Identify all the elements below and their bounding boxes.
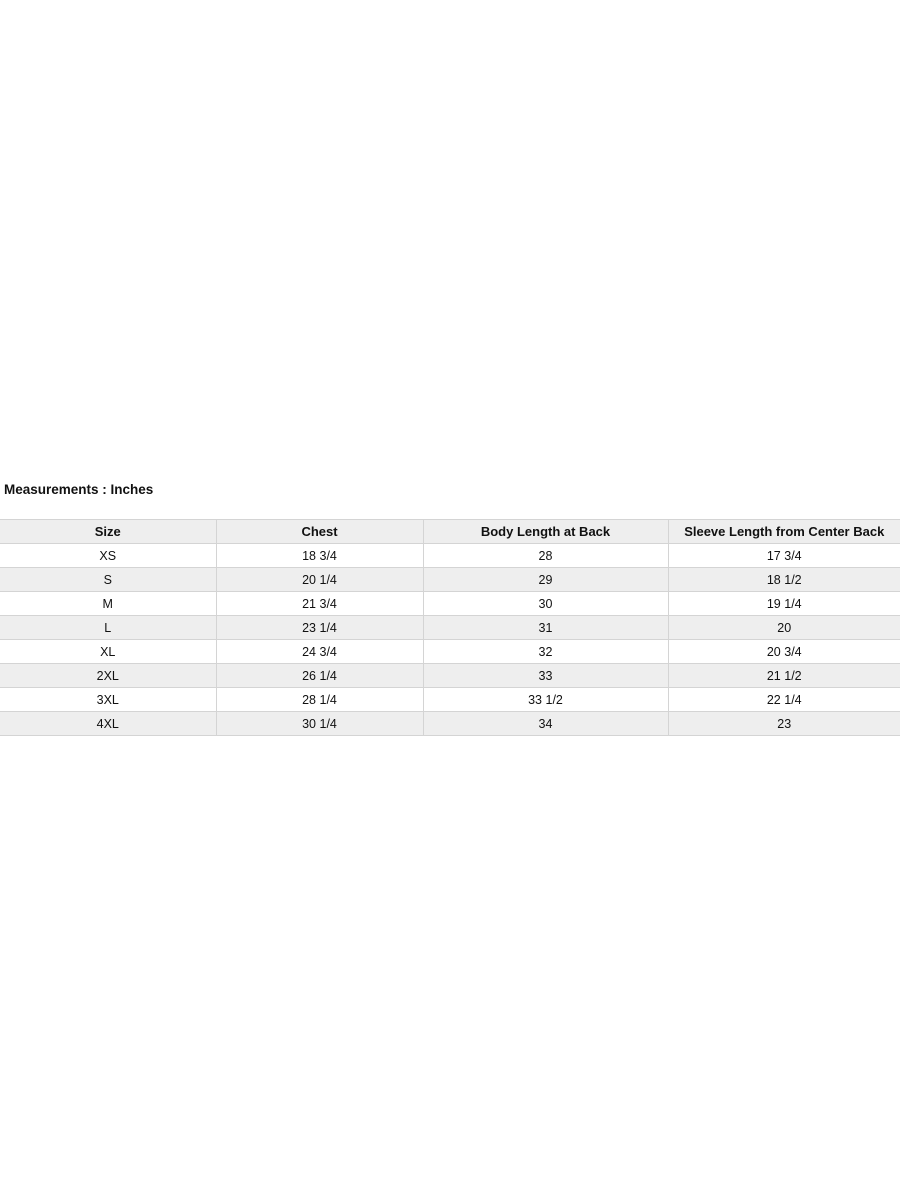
- cell-chest: 21 3/4: [216, 592, 423, 616]
- table-row: [0, 712, 900, 736]
- cell-size: 4XL: [0, 712, 216, 736]
- cell-body-length: 30: [423, 592, 668, 616]
- cell-chest: 20 1/4: [216, 568, 423, 592]
- cell-body-length: 33 1/2: [423, 688, 668, 712]
- size-chart-table: [0, 519, 900, 736]
- table-row: [0, 544, 900, 568]
- table-row: [0, 568, 900, 592]
- cell-size: S: [0, 568, 216, 592]
- header-chest: Chest: [216, 520, 423, 544]
- table-row: [0, 664, 900, 688]
- cell-chest: 26 1/4: [216, 664, 423, 688]
- table-row: [0, 592, 900, 616]
- cell-body-length: 28: [423, 544, 668, 568]
- cell-body-length: 31: [423, 616, 668, 640]
- header-size: Size: [0, 520, 216, 544]
- cell-size: M: [0, 592, 216, 616]
- cell-chest: 28 1/4: [216, 688, 423, 712]
- cell-sleeve-length: 22 1/4: [668, 688, 900, 712]
- cell-body-length: 29: [423, 568, 668, 592]
- cell-sleeve-length: 18 1/2: [668, 568, 900, 592]
- cell-sleeve-length: 19 1/4: [668, 592, 900, 616]
- cell-chest: 30 1/4: [216, 712, 423, 736]
- cell-chest: 23 1/4: [216, 616, 423, 640]
- measurements-heading: Measurements : Inches: [4, 482, 154, 497]
- cell-sleeve-length: 21 1/2: [668, 664, 900, 688]
- cell-body-length: 34: [423, 712, 668, 736]
- cell-chest: 24 3/4: [216, 640, 423, 664]
- cell-chest: 18 3/4: [216, 544, 423, 568]
- cell-sleeve-length: 23: [668, 712, 900, 736]
- cell-size: 3XL: [0, 688, 216, 712]
- table-row: [0, 640, 900, 664]
- table-header-row: [0, 520, 900, 544]
- cell-sleeve-length: 20 3/4: [668, 640, 900, 664]
- cell-body-length: 33: [423, 664, 668, 688]
- table-row: [0, 688, 900, 712]
- cell-size: XL: [0, 640, 216, 664]
- header-body-length: Body Length at Back: [423, 520, 668, 544]
- table-row: [0, 616, 900, 640]
- cell-sleeve-length: 17 3/4: [668, 544, 900, 568]
- cell-size: 2XL: [0, 664, 216, 688]
- cell-size: XS: [0, 544, 216, 568]
- cell-sleeve-length: 20: [668, 616, 900, 640]
- cell-body-length: 32: [423, 640, 668, 664]
- header-sleeve-length: Sleeve Length from Center Back: [668, 520, 900, 544]
- cell-size: L: [0, 616, 216, 640]
